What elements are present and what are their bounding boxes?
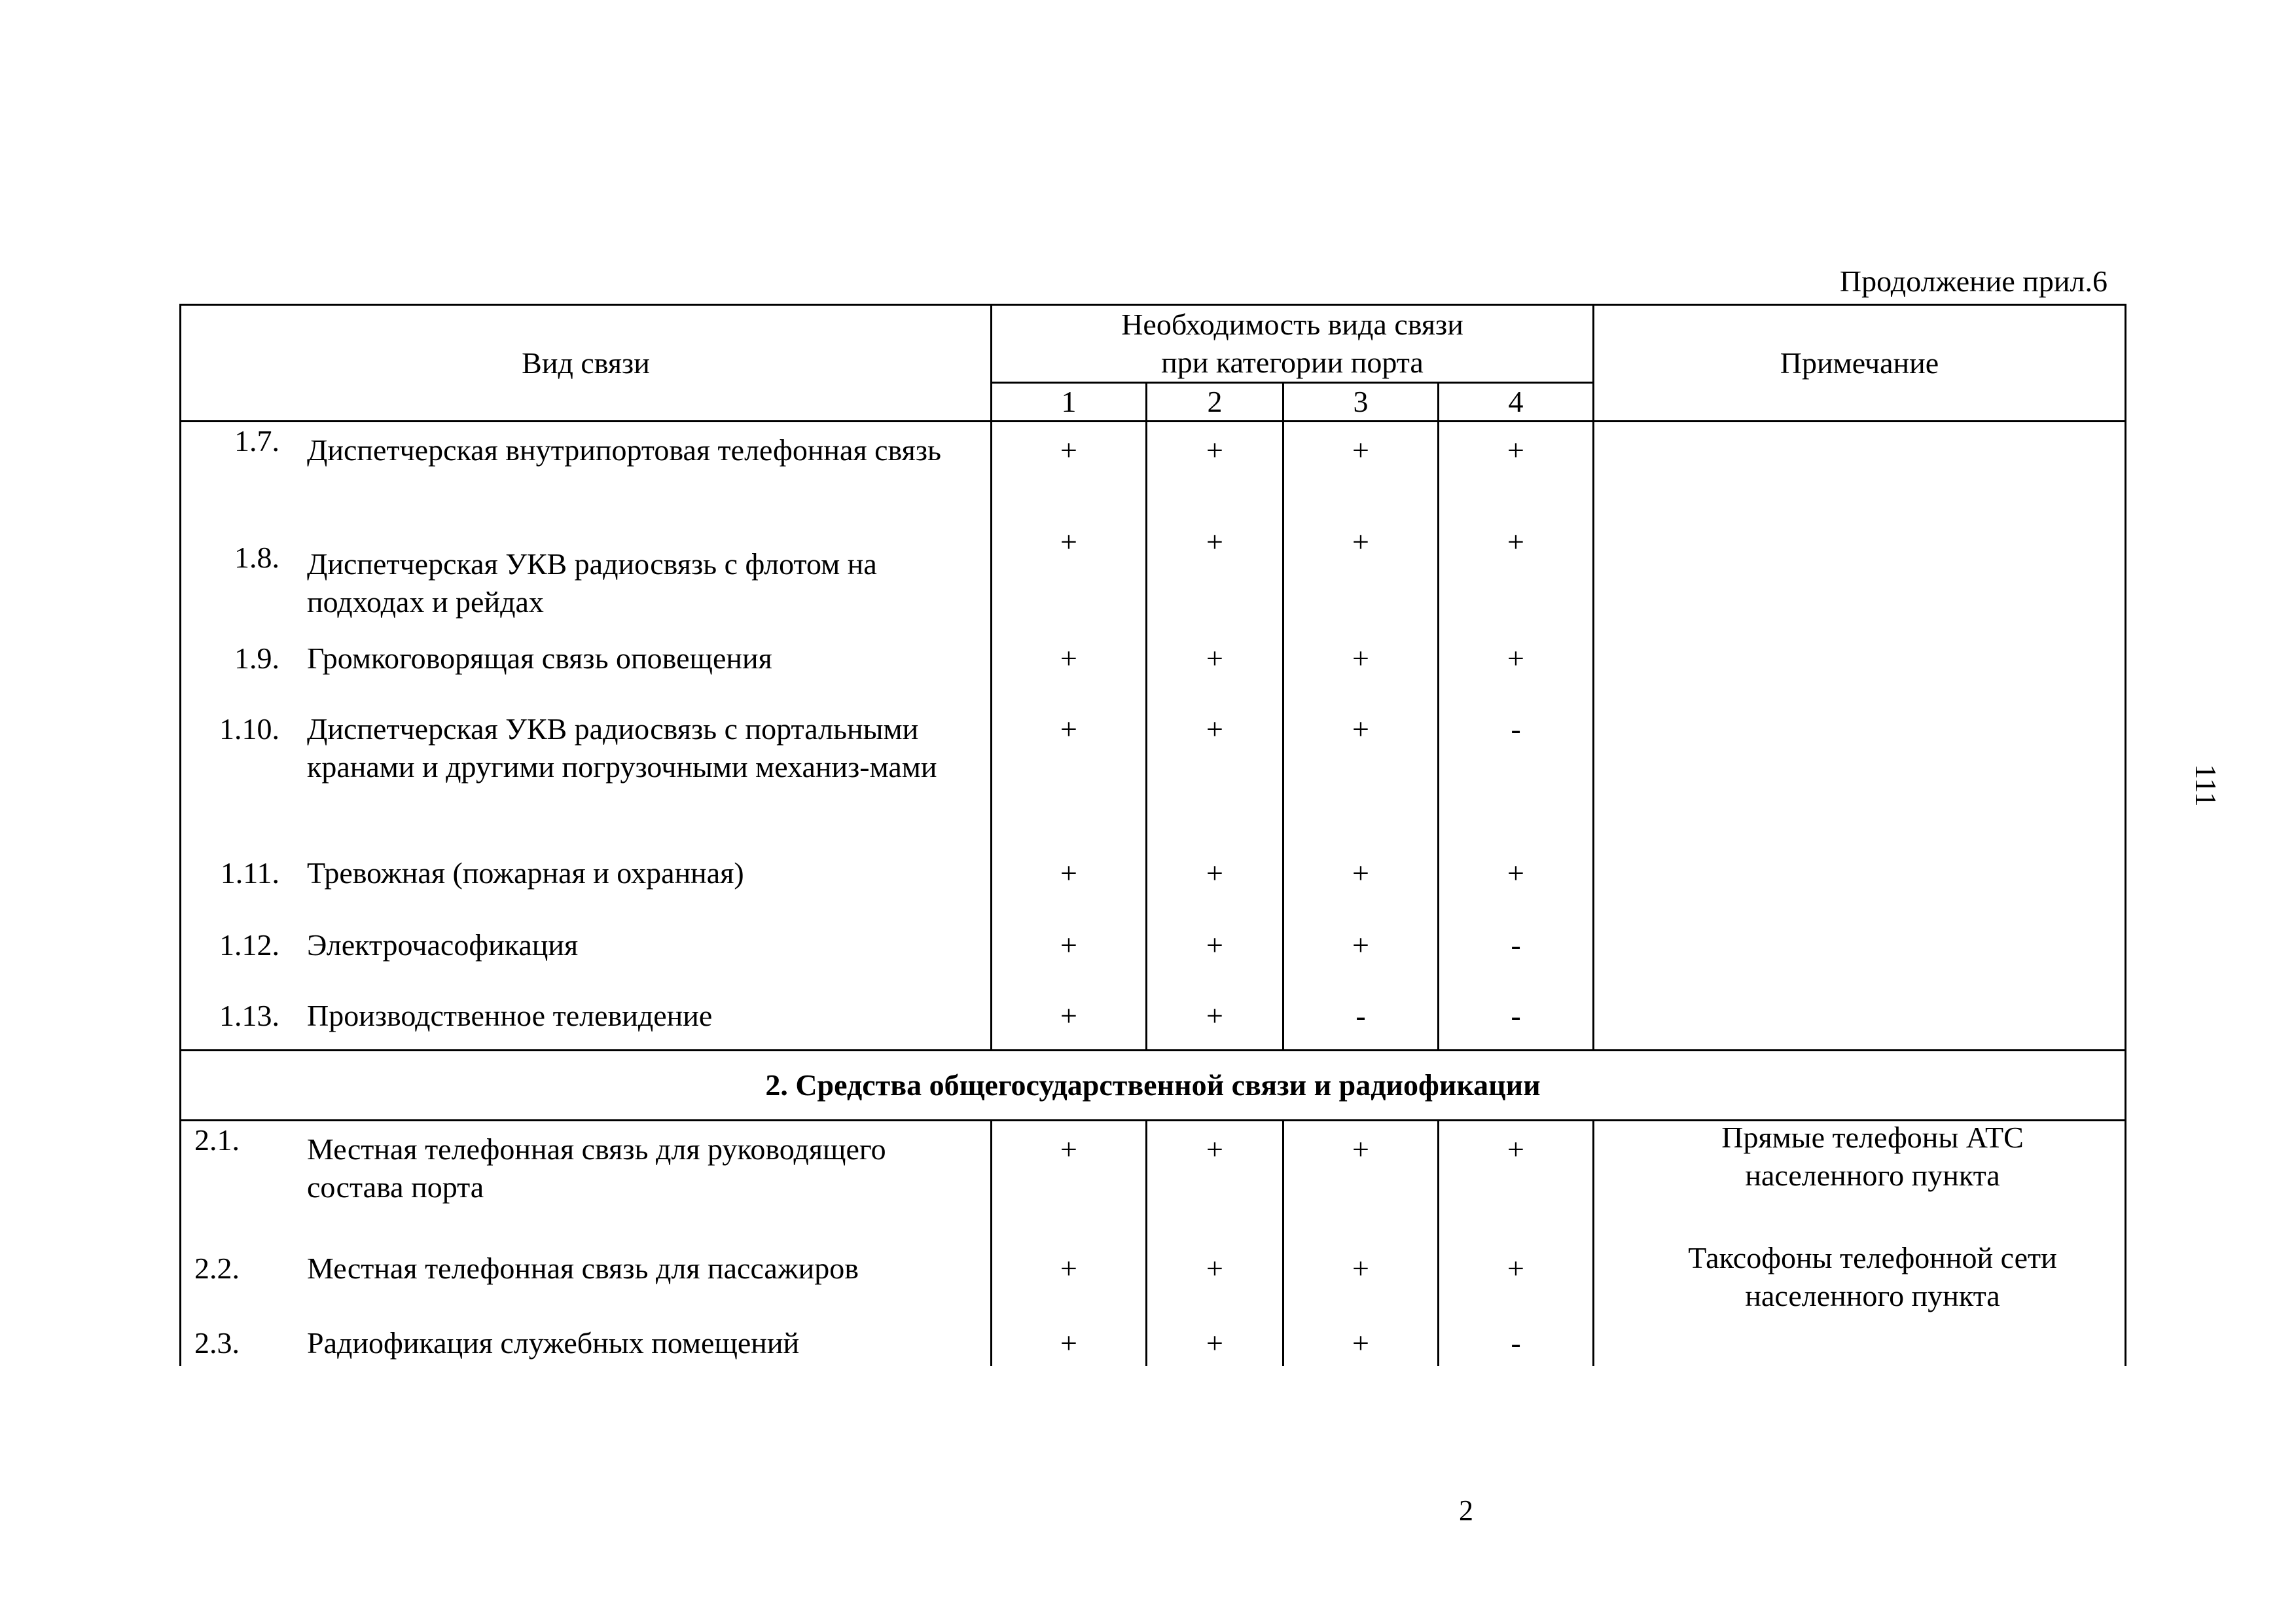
row-mark-cat2: + bbox=[1147, 854, 1283, 926]
row-description bbox=[181, 997, 992, 1051]
row-text: Диспетчерская внутрипортовая телефонная связь bbox=[307, 433, 941, 467]
row-mark-cat3: + bbox=[1283, 1324, 1439, 1366]
row-mark-cat3: - bbox=[1283, 997, 1439, 1051]
row-mark-cat4: + bbox=[1439, 1121, 1594, 1240]
continuation-note: Продолжение прил.6 bbox=[1839, 264, 2108, 298]
row-description bbox=[181, 640, 992, 710]
row-description bbox=[181, 710, 992, 854]
header-category-2: 2 bbox=[1147, 383, 1283, 422]
row-mark-cat4: + bbox=[1439, 854, 1594, 926]
row-number: 2.3. bbox=[194, 1326, 240, 1360]
row-text: Тревожная (пожарная и охранная) bbox=[307, 856, 744, 890]
table-row bbox=[181, 1239, 2126, 1324]
row-number: 2.2. bbox=[194, 1252, 240, 1285]
row-note-text: Прямые телефоны АТС населенного пункта bbox=[1721, 1121, 2024, 1192]
row-mark-cat1: + bbox=[992, 710, 1147, 854]
row-description bbox=[181, 854, 992, 926]
row-mark-cat2: + bbox=[1147, 640, 1283, 710]
bottom-page-number: 2 bbox=[1459, 1494, 1473, 1526]
row-note bbox=[1594, 926, 2126, 997]
row-mark-cat2: + bbox=[1147, 1239, 1283, 1324]
row-text: Производственное телевидение bbox=[307, 999, 713, 1032]
row-text: Громкоговорящая связь оповещения bbox=[307, 641, 772, 675]
row-mark-cat2: + bbox=[1147, 422, 1283, 524]
row-number: 1.10. bbox=[219, 712, 279, 746]
row-text: Радиофикация служебных помещений bbox=[307, 1326, 800, 1360]
row-mark-cat4: + bbox=[1439, 1239, 1594, 1324]
row-description bbox=[181, 926, 992, 997]
row-note bbox=[1594, 422, 2126, 524]
row-mark-cat4: - bbox=[1439, 997, 1594, 1051]
row-mark-cat3: + bbox=[1283, 710, 1439, 854]
row-mark-cat3: + bbox=[1283, 926, 1439, 997]
row-text: Диспетчерская УКВ радиосвязь с портальными кранами и другими погрузочными механиз-мами bbox=[307, 712, 937, 784]
row-note bbox=[1594, 854, 2126, 926]
row-mark-cat2: + bbox=[1147, 1121, 1283, 1240]
row-number: 1.9. bbox=[234, 641, 279, 675]
header-type: Вид связи bbox=[181, 305, 992, 422]
row-note bbox=[1594, 1239, 2126, 1324]
row-note bbox=[1594, 1121, 2126, 1240]
row-description bbox=[181, 523, 992, 640]
side-page-number: 111 bbox=[2189, 764, 2223, 807]
row-text: Электрочасофикация bbox=[307, 928, 579, 962]
table-row bbox=[181, 422, 2126, 524]
header-category-4: 4 bbox=[1439, 383, 1594, 422]
table-row bbox=[181, 523, 2126, 640]
row-text: Местная телефонная связь для пассажиров bbox=[307, 1252, 859, 1285]
row-mark-cat3: + bbox=[1283, 1239, 1439, 1324]
row-mark-cat1: + bbox=[992, 523, 1147, 640]
row-text: Местная телефонная связь для руководящего состава порта bbox=[307, 1132, 886, 1204]
row-text: Диспетчерская УКВ радиосвязь с флотом на подходах и рейдах bbox=[307, 547, 877, 619]
row-mark-cat3: + bbox=[1283, 422, 1439, 524]
table-row bbox=[181, 1324, 2126, 1366]
row-number: 2.1. bbox=[194, 1123, 240, 1157]
header-note: Примечание bbox=[1594, 305, 2126, 422]
header-need bbox=[992, 305, 1594, 383]
row-mark-cat1: + bbox=[992, 854, 1147, 926]
row-mark-cat1: + bbox=[992, 1239, 1147, 1324]
row-mark-cat4: + bbox=[1439, 523, 1594, 640]
communications-table bbox=[179, 304, 2126, 1366]
row-mark-cat1: + bbox=[992, 1324, 1147, 1366]
row-note bbox=[1594, 523, 2126, 640]
section-heading-row bbox=[181, 1051, 2126, 1121]
row-mark-cat2: + bbox=[1147, 1324, 1283, 1366]
row-note bbox=[1594, 1324, 2126, 1366]
communications-table-container bbox=[179, 304, 2125, 1394]
table-row bbox=[181, 854, 2126, 926]
row-number: 1.11. bbox=[220, 856, 279, 890]
row-mark-cat2: + bbox=[1147, 926, 1283, 997]
row-mark-cat3: + bbox=[1283, 640, 1439, 710]
header-category-1: 1 bbox=[992, 383, 1147, 422]
row-mark-cat3: + bbox=[1283, 1121, 1439, 1240]
header-need-text: Необходимость вида связи при категории порта bbox=[1121, 308, 1463, 379]
row-mark-cat2: + bbox=[1147, 523, 1283, 640]
table-row bbox=[181, 1121, 2126, 1240]
row-mark-cat4: - bbox=[1439, 926, 1594, 997]
row-number: 1.8. bbox=[234, 541, 279, 574]
row-mark-cat1: + bbox=[992, 422, 1147, 524]
row-mark-cat4: + bbox=[1439, 422, 1594, 524]
row-mark-cat1: + bbox=[992, 997, 1147, 1051]
row-mark-cat4: + bbox=[1439, 640, 1594, 710]
row-mark-cat4: - bbox=[1439, 1324, 1594, 1366]
row-number: 1.7. bbox=[234, 424, 279, 458]
row-mark-cat1: + bbox=[992, 1121, 1147, 1240]
row-note bbox=[1594, 640, 2126, 710]
row-note bbox=[1594, 710, 2126, 854]
row-note-text: Таксофоны телефонной сети населенного пункта bbox=[1688, 1241, 2057, 1312]
table-row bbox=[181, 926, 2126, 997]
row-description bbox=[181, 422, 992, 524]
row-note bbox=[1594, 997, 2126, 1051]
table-row bbox=[181, 710, 2126, 854]
row-mark-cat1: + bbox=[992, 640, 1147, 710]
section-2-title: 2. Средства общегосударственной связи и радиофикации bbox=[181, 1051, 2126, 1121]
row-description bbox=[181, 1121, 992, 1240]
row-mark-cat3: + bbox=[1283, 523, 1439, 640]
header-category-3: 3 bbox=[1283, 383, 1439, 422]
row-mark-cat4: - bbox=[1439, 710, 1594, 854]
row-number: 1.13. bbox=[219, 999, 279, 1032]
row-mark-cat2: + bbox=[1147, 710, 1283, 854]
table-row bbox=[181, 997, 2126, 1051]
row-number: 1.12. bbox=[219, 928, 279, 962]
row-mark-cat2: + bbox=[1147, 997, 1283, 1051]
row-description bbox=[181, 1324, 992, 1366]
row-mark-cat3: + bbox=[1283, 854, 1439, 926]
row-description bbox=[181, 1239, 992, 1324]
row-mark-cat1: + bbox=[992, 926, 1147, 997]
table-row bbox=[181, 640, 2126, 710]
